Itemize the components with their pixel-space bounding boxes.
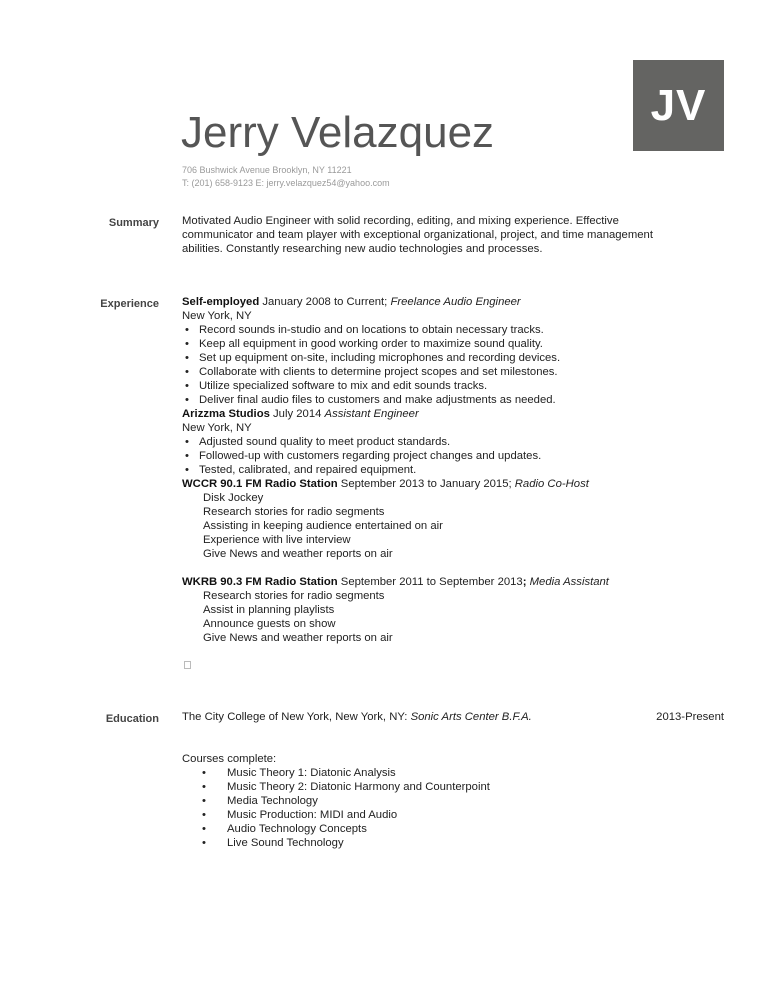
job-heading [182,575,727,589]
experience-heading: Experience [100,298,159,310]
list-item: • Music Theory 1: Diatonic Analysis [202,767,396,779]
job-title: Media Assistant [529,576,609,588]
list-item: • Utilize specialized software to mix and edit sounds tracks. [185,380,488,392]
list-item: Experience with live interview [203,534,351,546]
job-employer: WCCR 90.1 FM Radio Station [182,478,338,490]
job-heading [182,295,727,309]
summary-line: communicator and team player with exceptional organizational, project, and time management [182,229,653,241]
bullet-icon: • [185,352,189,364]
missing-glyph-icon [184,661,191,669]
list-item: • Adjusted sound quality to meet product standards. [185,436,451,448]
list-item: • Tested, calibrated, and repaired equipment. [185,464,417,476]
bullet-icon: • [202,767,206,779]
bullet-icon: • [185,380,189,392]
education-section [182,710,622,850]
experience-section [182,295,727,673]
bullet-icon: • [202,809,206,821]
list-item: Give News and weather reports on air [203,548,393,560]
list-item: Give News and weather reports on air [203,632,393,644]
list-item: Disk Jockey [203,492,264,504]
job-dates: July 2014 [269,408,325,420]
job-location: New York, NY [182,310,252,322]
list-item: • Collaborate with clients to determine project scopes and set milestones. [185,366,558,378]
summary-text [182,214,727,256]
job-employer: WKRB 90.3 FM Radio Station [182,576,338,588]
bullet-icon: • [202,823,206,835]
education-school [182,710,622,724]
education-heading: Education [105,713,159,725]
list-item: • Keep all equipment in good working order to maximize sound quality. [185,338,543,350]
monogram-logo: JV [633,60,724,151]
degree-name: Sonic Arts Center B.F.A. [410,711,532,723]
job-heading [182,477,727,491]
job-title: Radio Co-Host [514,478,589,490]
job-employer: Self-employed [182,296,260,308]
job-heading [182,407,727,421]
list-item: • Music Theory 2: Diatonic Harmony and Counterpoint [202,781,490,793]
job-title: Freelance Audio Engineer [390,296,521,308]
education-dates: 2013-Present [656,711,724,723]
list-item: • Record sounds in-studio and on locations to obtain necessary tracks. [185,324,544,336]
list-item: • Live Sound Technology [202,837,344,849]
list-item: Research stories for radio segments [203,590,385,602]
list-item: Announce guests on show [203,618,336,630]
bullet-icon: • [185,394,189,406]
job-dates: September 2011 to September 2013 [337,576,523,588]
candidate-name: Jerry Velazquez [181,108,495,157]
list-item: • Audio Technology Concepts [202,823,367,835]
job-dates: January 2008 to Current; [259,296,391,308]
list-item: Assist in planning playlists [203,604,335,616]
bullet-icon: • [202,795,206,807]
bullet-icon: • [202,781,206,793]
placeholder-glyph [182,659,727,673]
job-separator: ; [522,576,530,588]
courses-heading: Courses complete: [182,753,277,765]
bullet-icon: • [185,436,189,448]
summary-line: abilities. Constantly researching new audio technologies and processes. [182,243,543,255]
contact-address: 706 Bushwick Avenue Brooklyn, NY 11221 [182,165,352,175]
list-item: • Followed-up with customers regarding project changes and updates. [185,450,542,462]
job-dates: September 2013 to January 2015; [337,478,515,490]
bullet-icon: • [185,366,189,378]
bullet-icon: • [185,324,189,336]
list-item: • Media Technology [202,795,318,807]
list-item: • Deliver final audio files to customers and make adjustments as needed. [185,394,556,406]
school-name: The City College of New York, New York, NY: [182,711,411,723]
job-employer: Arizzma Studios [182,408,270,420]
list-item: Assisting in keeping audience entertained on air [203,520,443,532]
list-item: • Set up equipment on-site, including microphones and recording devices. [185,352,561,364]
contact-phone-email: T: (201) 658-9123 E: jerry.velazquez54@yahoo.com [182,178,390,188]
bullet-icon: • [202,837,206,849]
job-location: New York, NY [182,422,252,434]
summary-line: Motivated Audio Engineer with solid recording, editing, and mixing experience. Effective [182,215,619,227]
list-item: • Music Production: MIDI and Audio [202,809,398,821]
summary-heading: Summary [108,217,159,229]
bullet-icon: • [185,450,189,462]
job-title: Assistant Engineer [324,408,419,420]
list-item: Research stories for radio segments [203,506,385,518]
bullet-icon: • [185,338,189,350]
bullet-icon: • [185,464,189,476]
